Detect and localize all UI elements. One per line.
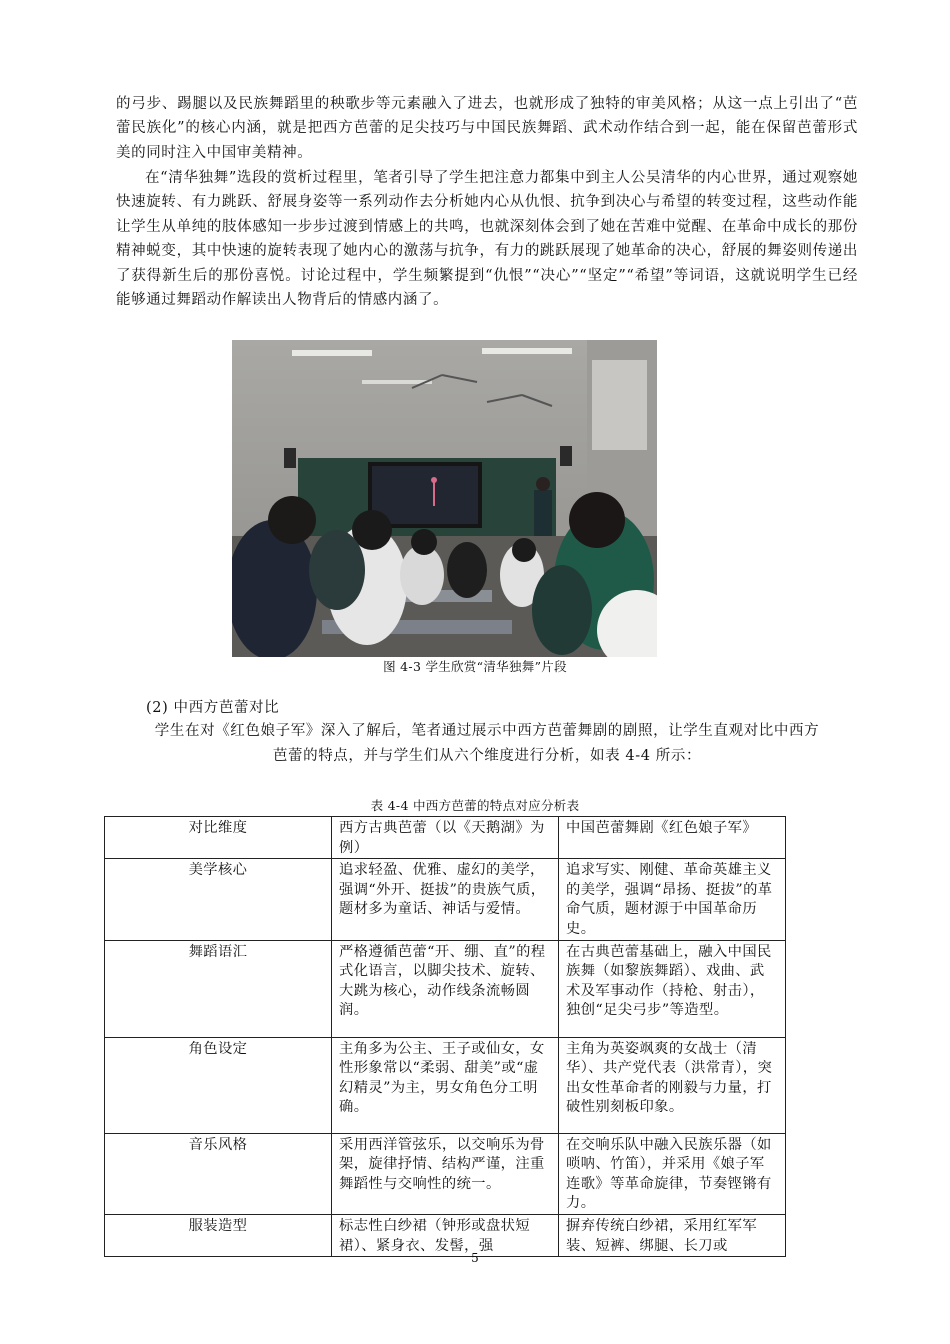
comparison-table — [104, 816, 786, 1257]
table-cell-chinese: 在交响乐队中融入民族乐器（如唢呐、竹笛），并采用《娘子军连歌》等革命旋律，节奏铿锵有力。 — [559, 1133, 786, 1214]
section-intro-line-1: 学生在对《红色娘子军》深入了解后，笔者通过展示中西方芭蕾舞剧的剧照，让学生直观对比中西方 — [154, 723, 820, 739]
table-cell-western: 严格遵循芭蕾“开、绷、直”的程式化语言，以脚尖技术、旋转、大跳为核心，动作线条流畅圆润。 — [332, 940, 559, 1037]
paragraph-continued: 的弓步、踢腿以及民族舞蹈里的秧歌步等元素融入了进去，也就形成了独特的审美风格；从这一点上引出了“芭蕾民族化”的核心内涵，就是把西方芭蕾的足尖技巧与中国民族舞蹈、武术动作结合到一起，能在保留芭蕾形式美的同时注入中国审美精神。 — [116, 96, 858, 161]
table-cell-western: 采用西洋管弦乐，以交响乐为骨架，旋律抒情、结构严谨，注重舞蹈性与交响性的统一。 — [332, 1133, 559, 1214]
table-header-row — [105, 817, 786, 859]
table-cell-western: 标志性白纱裙（钟形或盘状短裙）、紧身衣、发髻，强 — [332, 1214, 559, 1256]
table-cell-chinese: 在古典芭蕾基础上，融入中国民族舞（如黎族舞蹈）、戏曲、武术及军事动作（持枪、射击），独创“足尖弓步”等造型。 — [559, 940, 786, 1037]
table-caption: 表 4-4 中西方芭蕾的特点对应分析表 — [370, 798, 580, 813]
table-row — [105, 940, 786, 1037]
table-cell-dimension: 角色设定 — [105, 1037, 332, 1133]
classroom-photo — [232, 340, 657, 657]
table-row — [105, 1037, 786, 1133]
paragraph-solo-dance-analysis: 在“清华独舞”选段的赏析过程里，笔者引导了学生把注意力都集中到主人公吴清华的内心世界，通过观察她快速旋转、有力跳跃、舒展身姿等一系列动作去分析她内心从仇恨、抗争到决心与希望的转变过程，这些动作能让学生从单纯的肢体感知一步步过渡到情感上的共鸣，也就深刻体会到了她在苦难中觉醒、在革命中成长的那份精神蜕变，其中快速的旋转表现了她内心的激荡与抗争，有力的跳跃展现了她革命的决心，舒展的舞姿则传递出了获得新生后的那份喜悦。讨论过程中，学生频繁提到“仇恨”“决心”“坚定”“希望”等词语，这就说明学生已经能够通过舞蹈动作解读出人物背后的情感内涵了。 — [116, 170, 858, 309]
table-cell-dimension: 服装造型 — [105, 1214, 332, 1256]
table-cell-chinese: 摒弃传统白纱裙，采用红军军装、短裤、绑腿、长刀或 — [559, 1214, 786, 1256]
table-cell-chinese: 主角为英姿飒爽的女战士（清华）、共产党代表（洪常青），突出女性革命者的刚毅与力量，打破性别刻板印象。 — [559, 1037, 786, 1133]
table-cell-dimension: 舞蹈语汇 — [105, 940, 332, 1037]
table-cell-dimension: 美学核心 — [105, 859, 332, 940]
table-cell-western: 追求轻盈、优雅、虚幻的美学，强调“外开、挺拔”的贵族气质，题材多为童话、神话与爱情。 — [332, 859, 559, 940]
figure-caption: 图 4-3 学生欣赏“清华独舞”片段 — [383, 659, 567, 674]
table-cell-western: 主角多为公主、王子或仙女，女性形象常以“柔弱、甜美”或“虚幻精灵”为主，男女角色分工明确。 — [332, 1037, 559, 1133]
table-header-cell: 对比维度 — [105, 817, 332, 859]
section-heading: (2) 中西方芭蕾对比 — [146, 700, 280, 716]
section-intro-line-2: 芭蕾的特点，并与学生们从六个维度进行分析，如表 4-4 所示： — [272, 748, 702, 764]
table-header-cell: 中国芭蕾舞剧《红色娘子军》 — [559, 817, 786, 859]
table-header-cell: 西方古典芭蕾（以《天鹅湖》为例） — [332, 817, 559, 859]
page-number: 5 — [471, 1251, 479, 1265]
table-row — [105, 1133, 786, 1214]
table-cell-dimension: 音乐风格 — [105, 1133, 332, 1214]
table-row — [105, 859, 786, 940]
table-cell-chinese: 追求写实、刚健、革命英雄主义的美学，强调“昂扬、挺拔”的革命气质，题材源于中国革命历史。 — [559, 859, 786, 940]
